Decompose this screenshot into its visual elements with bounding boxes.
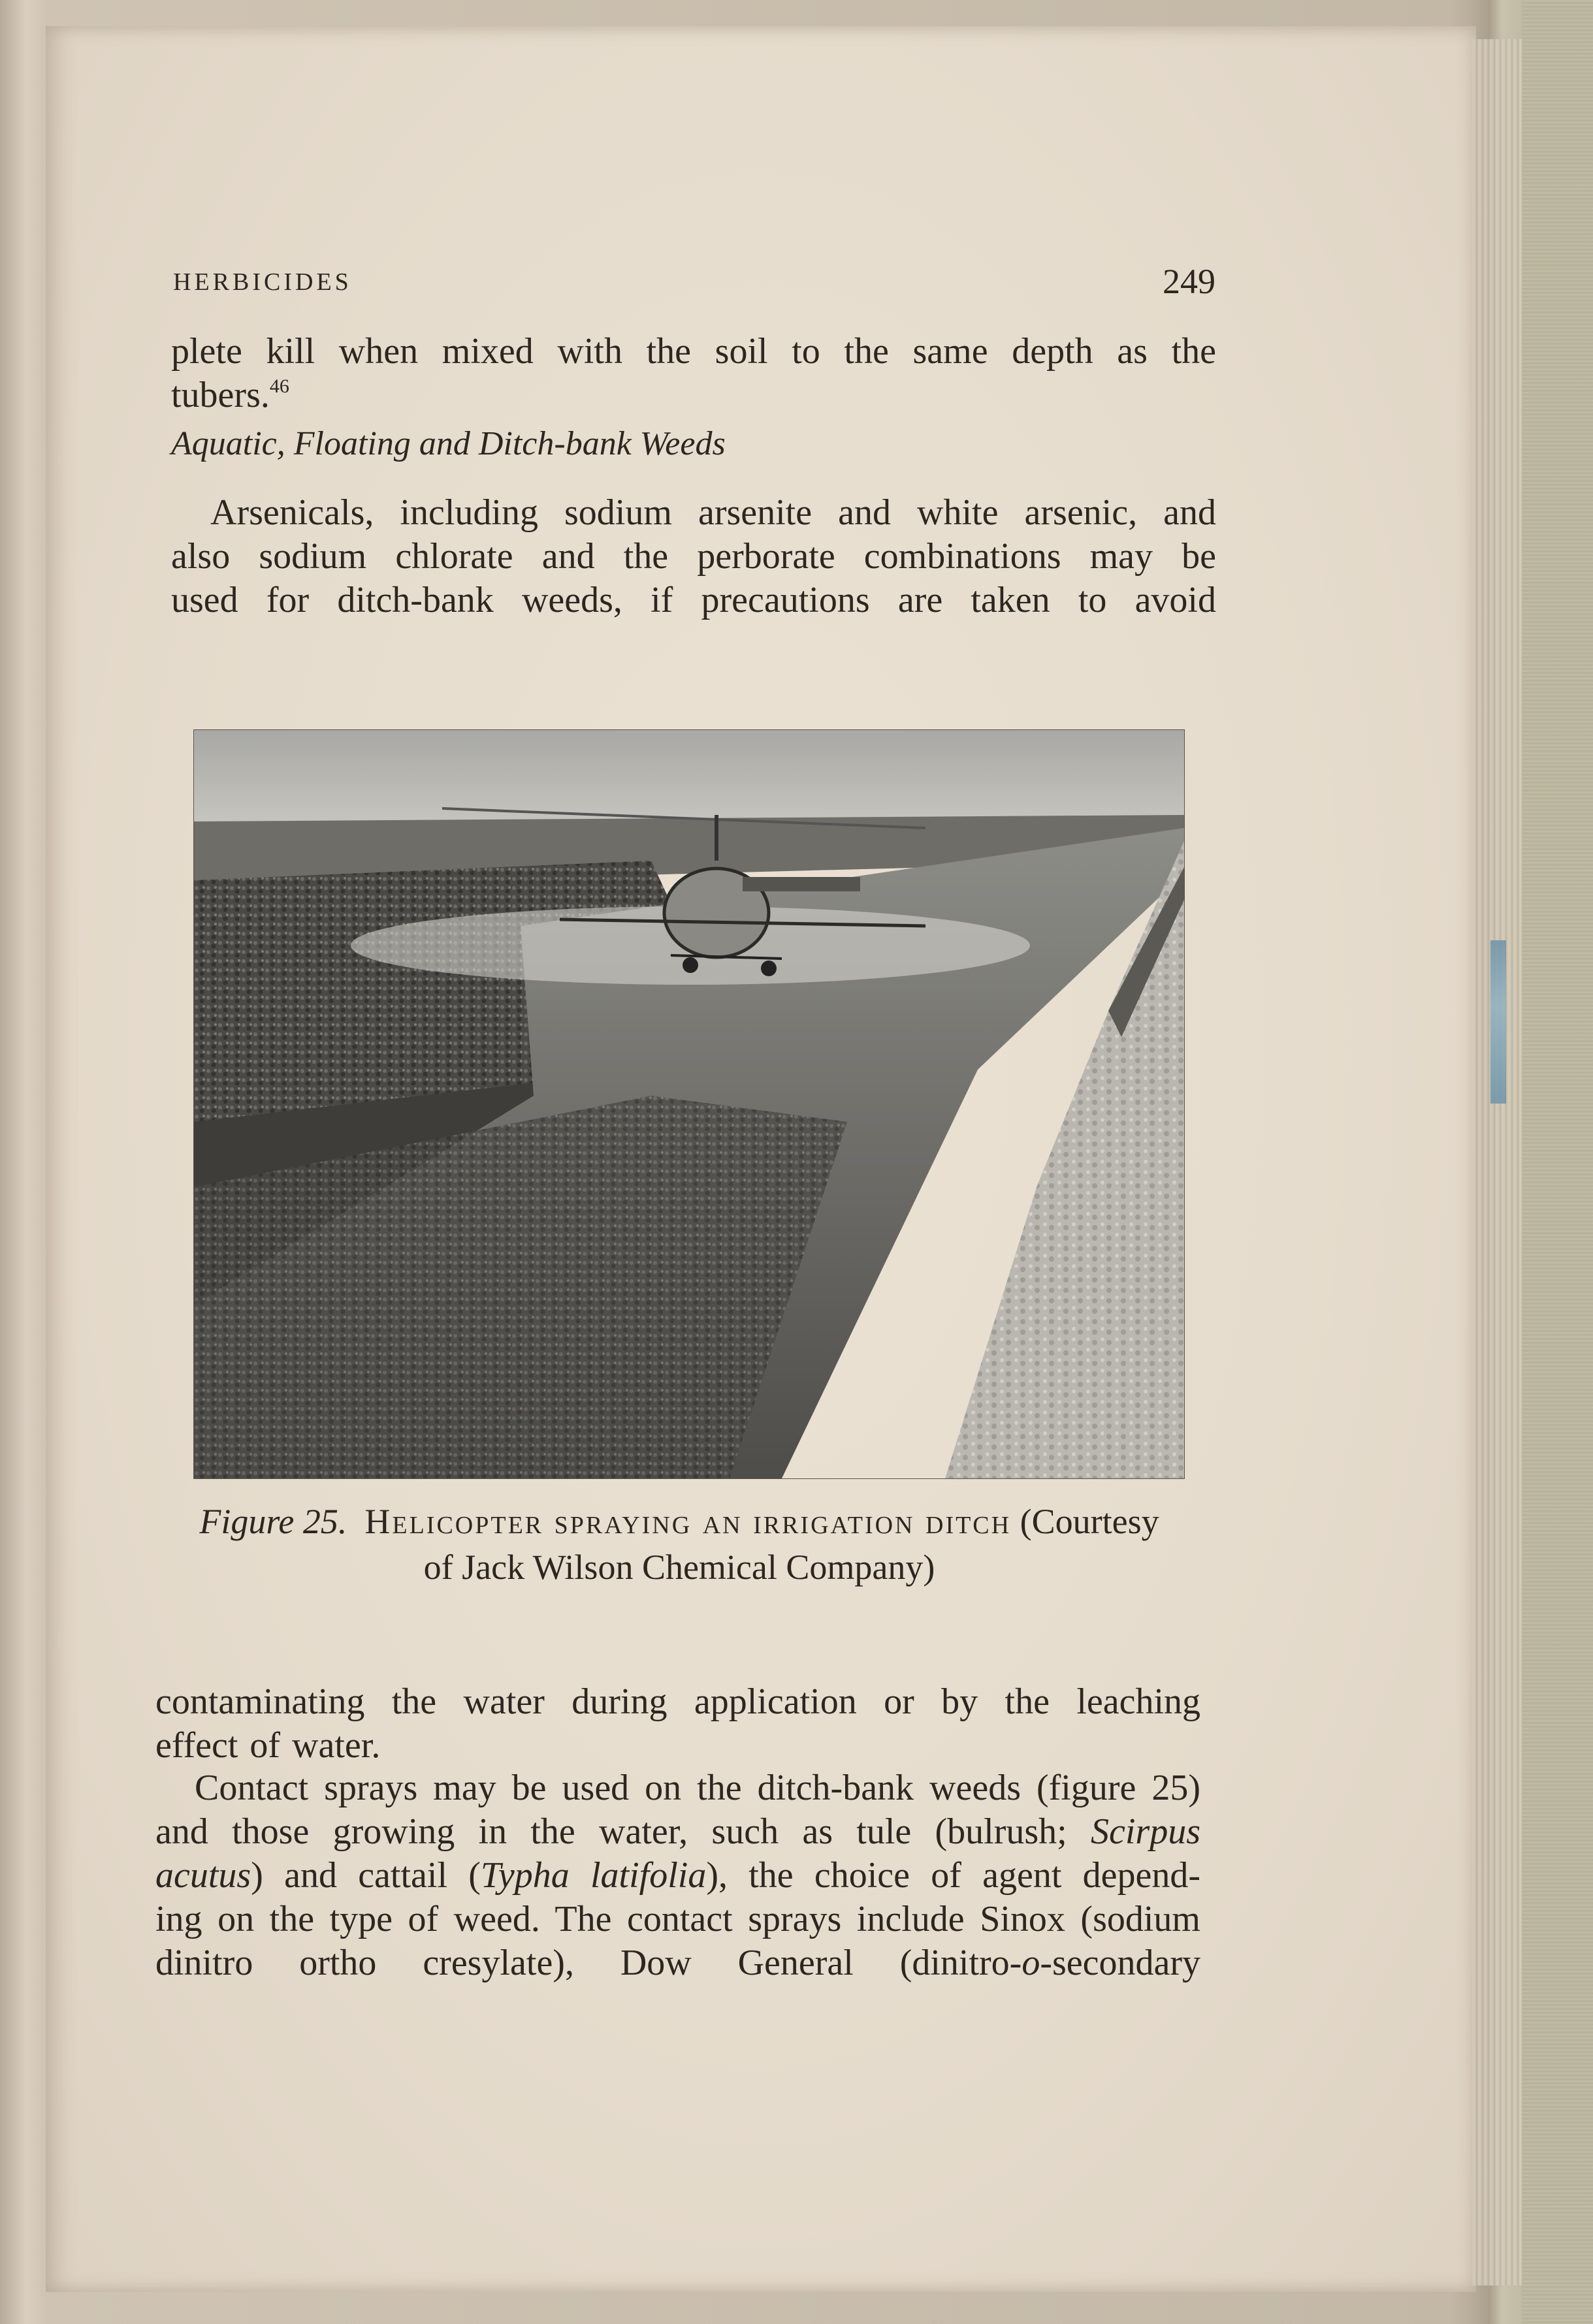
text-line: Contact sprays may be used on the ditch-bank weeds (figure 25) (195, 1768, 1200, 1808)
text-line (155, 1941, 1200, 1985)
text-fragment: -secondary (1040, 1943, 1200, 1983)
paragraph-continue (155, 1680, 1200, 1768)
footnote-ref: 46 (269, 375, 289, 397)
text-line (155, 1810, 1200, 1854)
paragraph-contact-sprays (155, 1766, 1200, 1985)
text-fragment: and those growing in the water, such as tule (bulrush; (155, 1811, 1067, 1852)
text-line: also sodium chlorate and the perborate combinations may be (171, 536, 1216, 577)
text-line: Arsenicals, including sodium arsenite and white arsenic, and (210, 492, 1216, 533)
index-tab (1490, 940, 1506, 1104)
paragraph-top (171, 330, 1216, 417)
running-head: HERBICIDES (173, 268, 352, 296)
text-line: plete kill when mixed with the soil to the same depth as the (171, 331, 1216, 372)
figure-photo (193, 729, 1185, 1479)
italic-term: Scirpus (1091, 1811, 1201, 1852)
figure-label: Figure 25. (199, 1502, 347, 1541)
section-heading: Aquatic, Floating and Ditch-bank Weeds (171, 425, 726, 462)
italic-term: o (1022, 1943, 1040, 1983)
text-line: contaminating the water during application or by the leaching (155, 1681, 1200, 1722)
helicopter-photo-illustration (194, 730, 1184, 1478)
italic-term: Typha latifolia (480, 1855, 707, 1896)
figure-title: Helicopter spraying an irrigation ditch (364, 1502, 1012, 1541)
text-line (171, 374, 1216, 417)
text-line: effect of water. (155, 1725, 381, 1766)
caption-line-1 (150, 1499, 1208, 1544)
text-fragment: ), the choice of agent depend- (706, 1855, 1200, 1896)
text-line: ing on the type of weed. The contact sprays include Sinox (sodium (155, 1899, 1200, 1939)
figure-credit-1: (Courtesy (1020, 1502, 1159, 1541)
text-fragment: dinitro ortho cresylate), Dow General (dinitro- (155, 1943, 1022, 1983)
figure-credit-2: of Jack Wilson Chemical Company) (423, 1548, 935, 1587)
text-fragment: ) and cattail ( (251, 1855, 481, 1896)
text-line (155, 1854, 1200, 1898)
figure-caption (150, 1499, 1208, 1590)
italic-term: acutus (155, 1855, 251, 1896)
paragraph-arsenicals (171, 491, 1216, 622)
text-line: used for ditch-bank weeds, if precautions are taken to avoid (171, 580, 1216, 620)
book-cover-edge (1522, 0, 1593, 2324)
text-fragment: tubers. (171, 375, 270, 415)
page-number: 249 (1163, 262, 1215, 301)
